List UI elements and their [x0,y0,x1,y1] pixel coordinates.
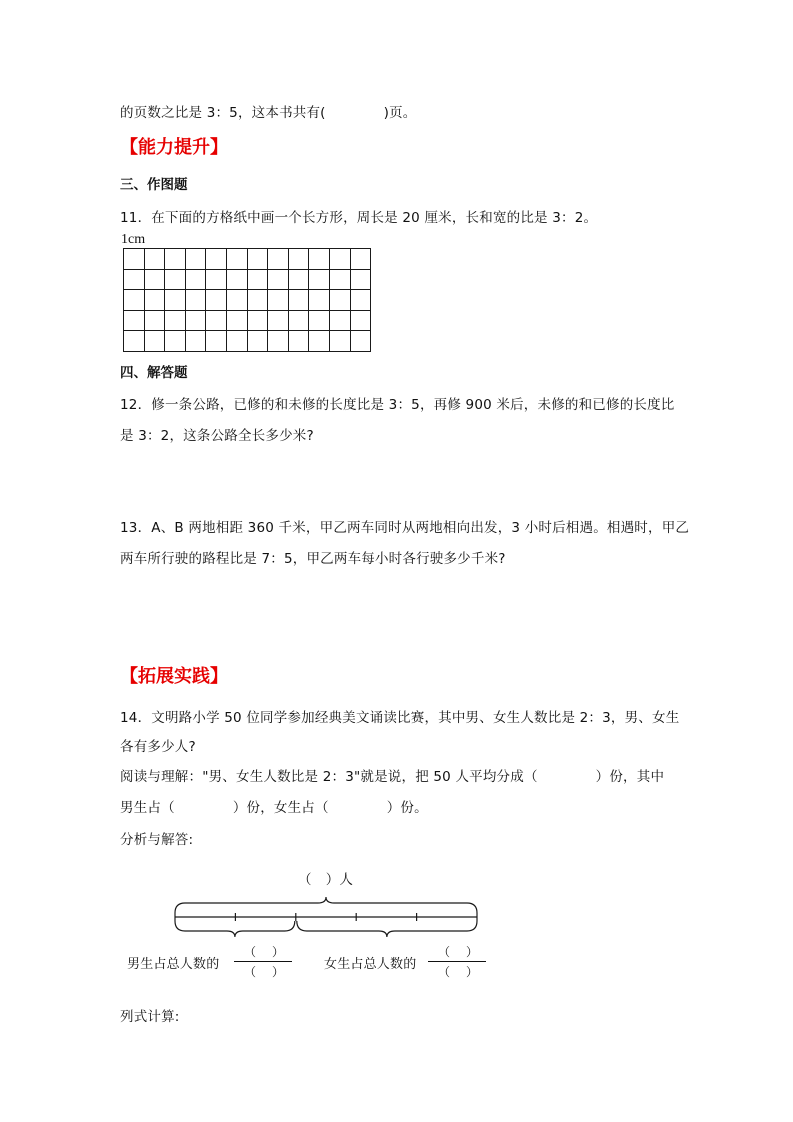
q13-line2: 两车所行驶的路程比是 7：5，甲乙两车每小时各行驶多少千米? [120,551,506,567]
q12-line1: 12．修一条公路，已修的和未修的长度比是 3：5，再修 900 米后，未修的和已修的长度比 [120,397,675,413]
boys-denominator[interactable] [234,965,292,979]
q10-text-after: )页。 [383,105,417,121]
part4-title: 四、解答题 [120,365,188,381]
q12-line2: 是 3：2，这条公路全长多少米? [120,428,314,444]
q14-line1: 14．文明路小学 50 位同学参加经典美文诵读比赛，其中男、女生人数比是 2：3，男、女生 [120,710,680,726]
girls-fraction[interactable] [428,945,486,979]
total-paren-open: （ [298,872,312,888]
paren-open: （ [244,965,257,979]
boys-fraction[interactable] [234,945,292,979]
girls-brace [297,921,477,937]
fraction-bar [234,961,292,962]
calc-label: 列式计算: [120,1009,180,1025]
q14-line2: 各有多少人? [120,739,196,755]
boys-fraction-label: 男生占总人数的 [127,957,220,972]
calc-answer-area[interactable] [120,1030,680,1100]
girls-parts-label: ）份，女生占（ [232,800,329,816]
boys-numerator[interactable] [234,945,292,959]
part3-title: 三、作图题 [120,177,188,193]
boys-brace [175,921,295,937]
girls-denominator[interactable] [428,965,486,979]
paren-open: （ [438,945,451,959]
girls-numerator[interactable] [428,945,486,959]
reading-text-after: ）份，其中 [595,769,665,785]
practice-section-heading: 【拓展实践】 [120,666,228,687]
ability-section-heading: 【能力提升】 [120,137,228,158]
q13-line1: 13．A、B 两地相距 360 千米，甲乙两车同时从两地相向出发，3 小时后相遇。相遇时，甲乙 [120,520,690,536]
girls-fraction-label: 女生占总人数的 [324,957,417,972]
paren-close: ） [271,945,284,959]
boys-parts-label: 男生占（ [120,800,175,816]
analysis-label: 分析与解答: [120,832,194,848]
grid-unit-label: 1cm [121,232,146,247]
paren-open: （ [244,945,257,959]
q10-text-before: 的页数之比是 3：5，这本书共有( [120,105,326,121]
paren-close: ） [465,965,478,979]
paren-open: （ [438,965,451,979]
fraction-bar [428,961,486,962]
q11-text: 11．在下面的方格纸中画一个长方形，周长是 20 厘米，长和宽的比是 3：2。 [120,210,598,226]
total-paren-close: ）人 [325,872,354,888]
paren-close: ） [465,945,478,959]
reading-text-before: 阅读与理解："男、女生人数比是 2：3"就是说，把 50 人平均分成（ [120,769,538,785]
parts-suffix: ）份。 [386,800,428,816]
total-brace [175,897,477,913]
paren-close: ） [271,965,284,979]
